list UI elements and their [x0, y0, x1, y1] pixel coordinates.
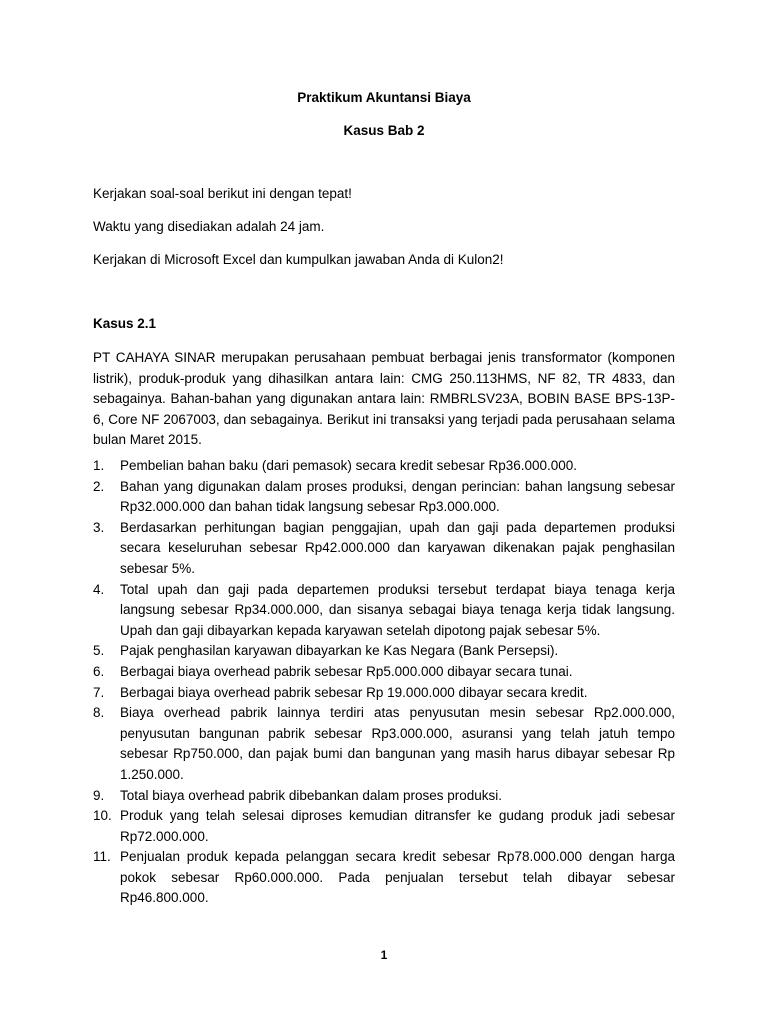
list-item-text: Berdasarkan perhitungan bagian penggajian, upah dan gaji pada departemen produksi secara keseluruhan sebesar Rp42.000.000 dan karyawan dikenakan pajak penghasilan sebesar 5%.: [120, 519, 675, 576]
list-item: [0, 477, 675, 518]
list-item: [0, 641, 675, 662]
list-item: [0, 683, 675, 704]
page-number: 1: [380, 948, 388, 962]
transaction-list: [0, 456, 675, 909]
list-item-text: Berbagai biaya overhead pabrik sebesar Rp5.000.000 dibayar secara tunai.: [120, 663, 573, 679]
list-item: [0, 518, 675, 580]
list-number: 11.: [93, 849, 111, 865]
list-number: 4.: [93, 581, 105, 597]
list-item-text: Penjualan produk kepada pelanggan secara kredit sebesar Rp78.000.000 dengan harga pokok sebesar Rp60.000.000. Pada penjualan tersebut telah dibayar sebesar Rp46.800.000.: [120, 849, 675, 906]
list-number: 1.: [93, 458, 105, 473]
list-item: [0, 703, 675, 785]
list-number: 9.: [93, 787, 105, 803]
list-number: 10.: [93, 808, 112, 824]
instruction-line: Kerjakan di Microsoft Excel dan kumpulkan jawaban Anda di Kulon2!: [93, 252, 504, 267]
document-title: Praktikum Akuntansi Biaya: [297, 90, 471, 105]
case-intro-paragraph: PT CAHAYA SINAR merupakan perusahaan pembuat berbagai jenis transformator (komponen listrik), produk-produk yang dihasilkan antara lain: CMG 250.113HMS, NF 82, TR 4833, dan sebagainya. Bahan-bahan yang digunakan antara lain: RMBRLSV23A, BOBIN BASE BPS-13P-6, Core NF 2067003, dan sebagainya. Berikut ini transaksi yang terjadi pada perusahaan selama bulan Maret 2015.: [93, 350, 675, 448]
list-item: [0, 456, 675, 477]
list-number: 2.: [93, 478, 105, 494]
list-item-text: Total biaya overhead pabrik dibebankan dalam proses produksi.: [120, 787, 502, 803]
list-item-text: Biaya overhead pabrik lainnya terdiri atas penyusutan mesin sebesar Rp2.000.000, penyusutan bangunan pabrik sebesar Rp3.000.000, asuransi yang telah jatuh tempo sebesar Rp750.000, dan pajak bumi dan bangunan yang masih harus dibayar sebesar Rp 1.250.000.: [120, 705, 675, 782]
list-number: 5.: [93, 643, 105, 659]
list-item-text: Produk yang telah selesai diproses kemudian ditransfer ke gudang produk jadi sebesar Rp72.000.000.: [120, 808, 675, 844]
list-item: [0, 847, 675, 909]
case-heading: Kasus 2.1: [93, 316, 157, 331]
list-item: [0, 786, 675, 807]
instruction-line: Kerjakan soal-soal berikut ini dengan tepat!: [93, 186, 352, 201]
list-number: 7.: [93, 684, 105, 700]
document-subtitle: Kasus Bab 2: [343, 123, 425, 138]
list-number: 3.: [93, 519, 105, 535]
instruction-line: Waktu yang disediakan adalah 24 jam.: [93, 219, 325, 234]
list-item-text: Total upah dan gaji pada departemen produksi tersebut terdapat biaya tenaga kerja langsung sebesar Rp34.000.000, dan sisanya sebagai biaya tenaga kerja tidak langsung. Upah dan gaji dibayarkan kepada karyawan setelah dipotong pajak sebesar 5%.: [120, 581, 675, 638]
list-item-text: Pembelian bahan baku (dari pemasok) secara kredit sebesar Rp36.000.000.: [120, 458, 578, 473]
list-item: [0, 580, 675, 642]
list-item-text: Pajak penghasilan karyawan dibayarkan ke Kas Negara (Bank Persepsi).: [120, 643, 559, 659]
list-item-text: Bahan yang digunakan dalam proses produksi, dengan perincian: bahan langsung sebesar Rp32.000.000 dan bahan tidak langsung sebesar Rp3.000.000.: [120, 478, 675, 515]
list-number: 8.: [93, 705, 105, 721]
list-item: [0, 662, 675, 683]
list-number: 6.: [93, 663, 105, 679]
list-item-text: Berbagai biaya overhead pabrik sebesar Rp 19.000.000 dibayar secara kredit.: [120, 684, 588, 700]
list-item: [0, 806, 675, 847]
